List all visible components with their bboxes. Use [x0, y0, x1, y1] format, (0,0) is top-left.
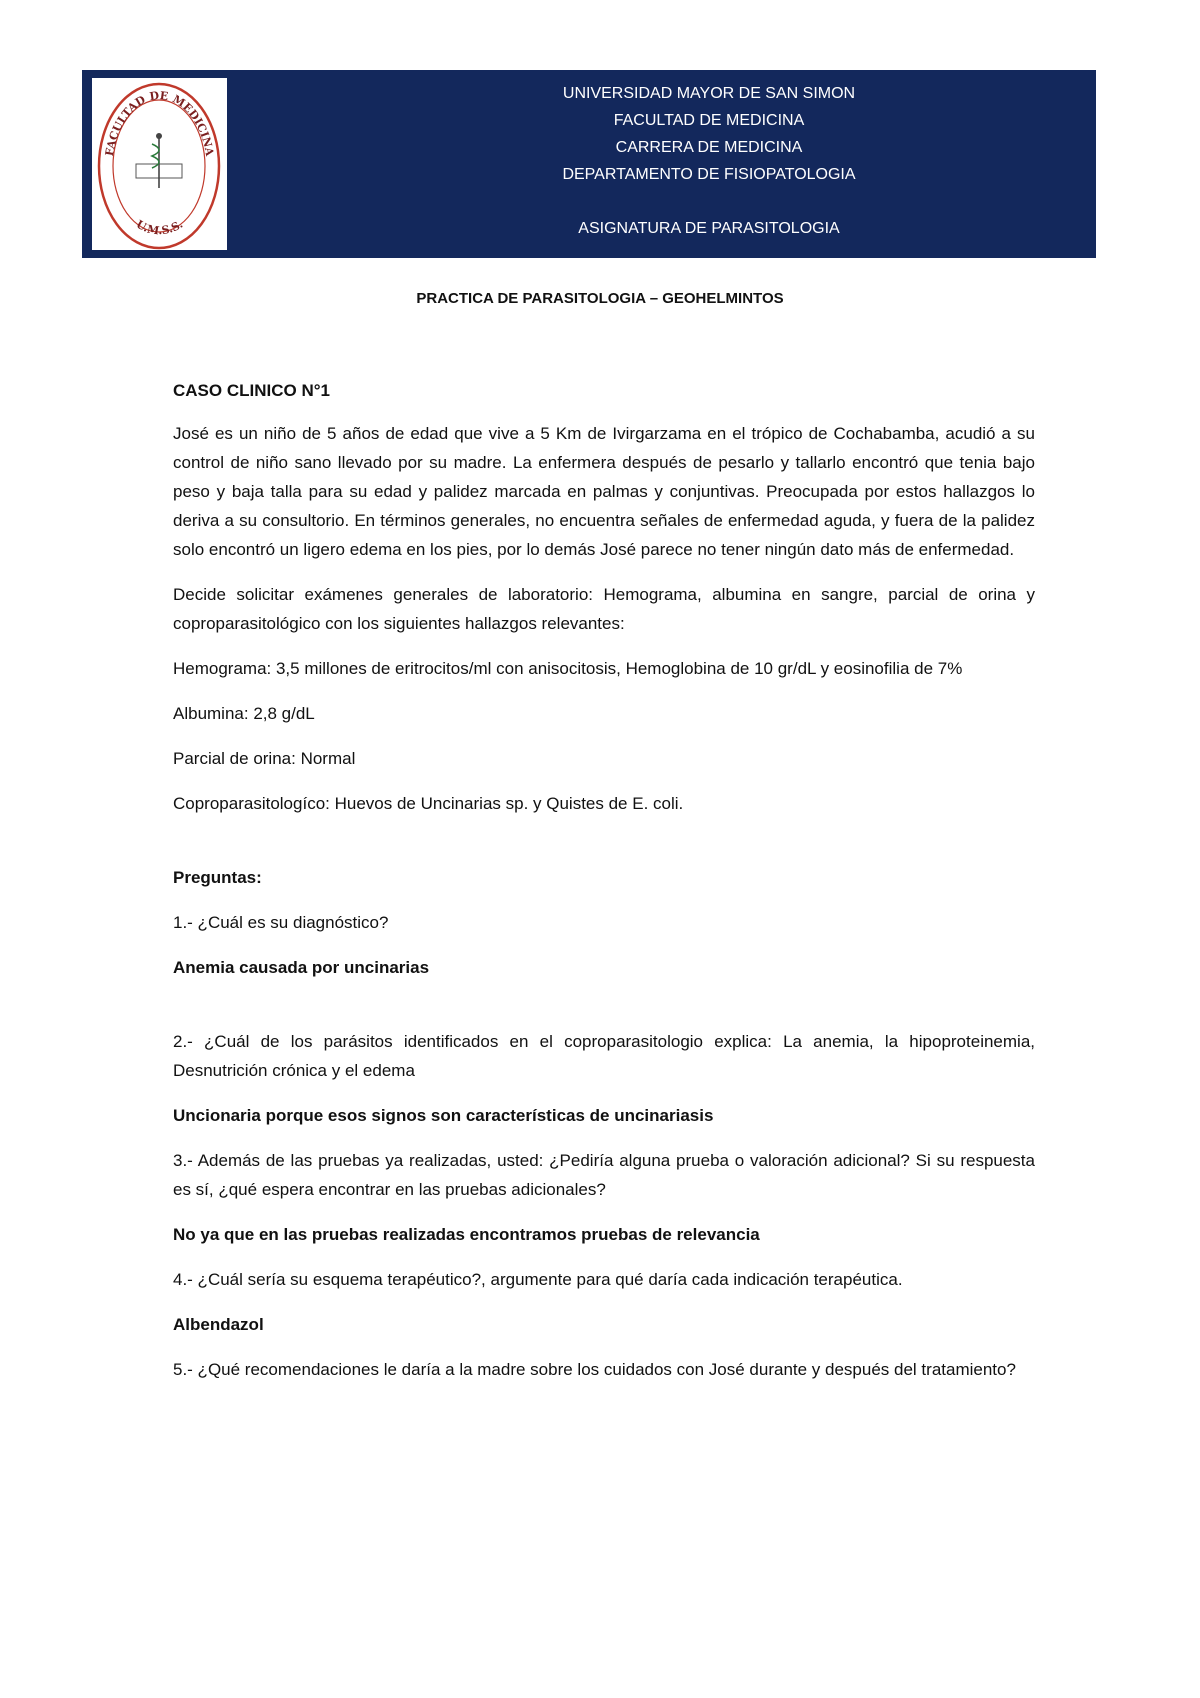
university-name: UNIVERSIDAD MAYOR DE SAN SIMON [562, 85, 856, 102]
faculty-seal-icon [92, 78, 227, 250]
career-name: CARRERA DE MEDICINA [615, 139, 803, 156]
svg-text:U.M.S.S.: U.M.S.S. [133, 217, 186, 238]
practice-title: PRACTICA DE PARASITOLOGIA – GEOHELMINTOS [416, 290, 784, 307]
institution-lines [322, 80, 1096, 242]
subject-name: ASIGNATURA DE PARASITOLOGIA [578, 220, 840, 237]
department-name: DEPARTAMENTO DE FISIOPATOLOGIA [562, 166, 856, 183]
case-paragraph-2: Decide solicitar exámenes generales de laboratorio: Hemograma, albumina en sangre, parcial de orina y coproparasitológico con los siguientes hallazgos relevantes: [173, 585, 1035, 633]
answer-1: Anemia causada por uncinarias [173, 958, 430, 977]
case-title: CASO CLINICO N°1 [173, 381, 330, 400]
answer-3: No ya que en las pruebas realizadas encontramos pruebas de relevancia [173, 1225, 760, 1244]
faculty-name: FACULTAD DE MEDICINA [613, 112, 805, 129]
answer-2: Uncionaria porque esos signos son características de uncinariasis [173, 1106, 714, 1125]
questions-heading: Preguntas: [173, 868, 262, 887]
document-header [82, 70, 1096, 258]
question-3: 3.- Además de las pruebas ya realizadas, usted: ¿Pediría alguna prueba o valoración adicional? Si su respuesta es sí, ¿qué espera encontrar en las pruebas adicionales? [173, 1151, 1035, 1199]
orina-result: Parcial de orina: Normal [173, 749, 356, 768]
albumina-result: Albumina: 2,8 g/dL [173, 704, 315, 723]
question-5: 5.- ¿Qué recomendaciones le daría a la madre sobre los cuidados con José durante y después del tratamiento? [173, 1360, 1016, 1379]
svg-text:FACULTAD DE MEDICINA: FACULTAD DE MEDICINA [102, 89, 217, 157]
question-2: 2.- ¿Cuál de los parásitos identificados en el coproparasitologio explica: La anemia, la hipoproteinemia, Desnutrición crónica y el edema [173, 1032, 1035, 1080]
question-1: 1.- ¿Cuál es su diagnóstico? [173, 913, 389, 932]
question-4: 4.- ¿Cuál sería su esquema terapéutico?, argumente para qué daría cada indicación terapéutica. [173, 1270, 903, 1289]
hemograma-result: Hemograma: 3,5 millones de eritrocitos/ml con anisocitosis, Hemoglobina de 10 gr/dL y eosinofilia de 7% [173, 659, 963, 678]
copro-result: Coproparasitologíco: Huevos de Uncinarias sp. y Quistes de E. coli. [173, 794, 684, 813]
document-body [173, 376, 1035, 1400]
faculty-logo [92, 78, 227, 250]
answer-4: Albendazol [173, 1315, 264, 1334]
case-paragraph-1: José es un niño de 5 años de edad que vive a 5 Km de Ivirgarzama en el trópico de Cochabamba, acudió a su control de niño sano llevado por su madre. La enfermera después de pesarlo y tallarlo encontró que tenia bajo peso y baja talla para su edad y palidez marcada en palmas y conjuntivas. Preocupada por estos hallazgos lo deriva a su consultorio. En términos generales, no encuentra señales de enfermedad aguda, y fuera de la palidez solo encontró un ligero edema en los pies, por lo demás José parece no tener ningún dato más de enfermedad. [173, 424, 1035, 559]
